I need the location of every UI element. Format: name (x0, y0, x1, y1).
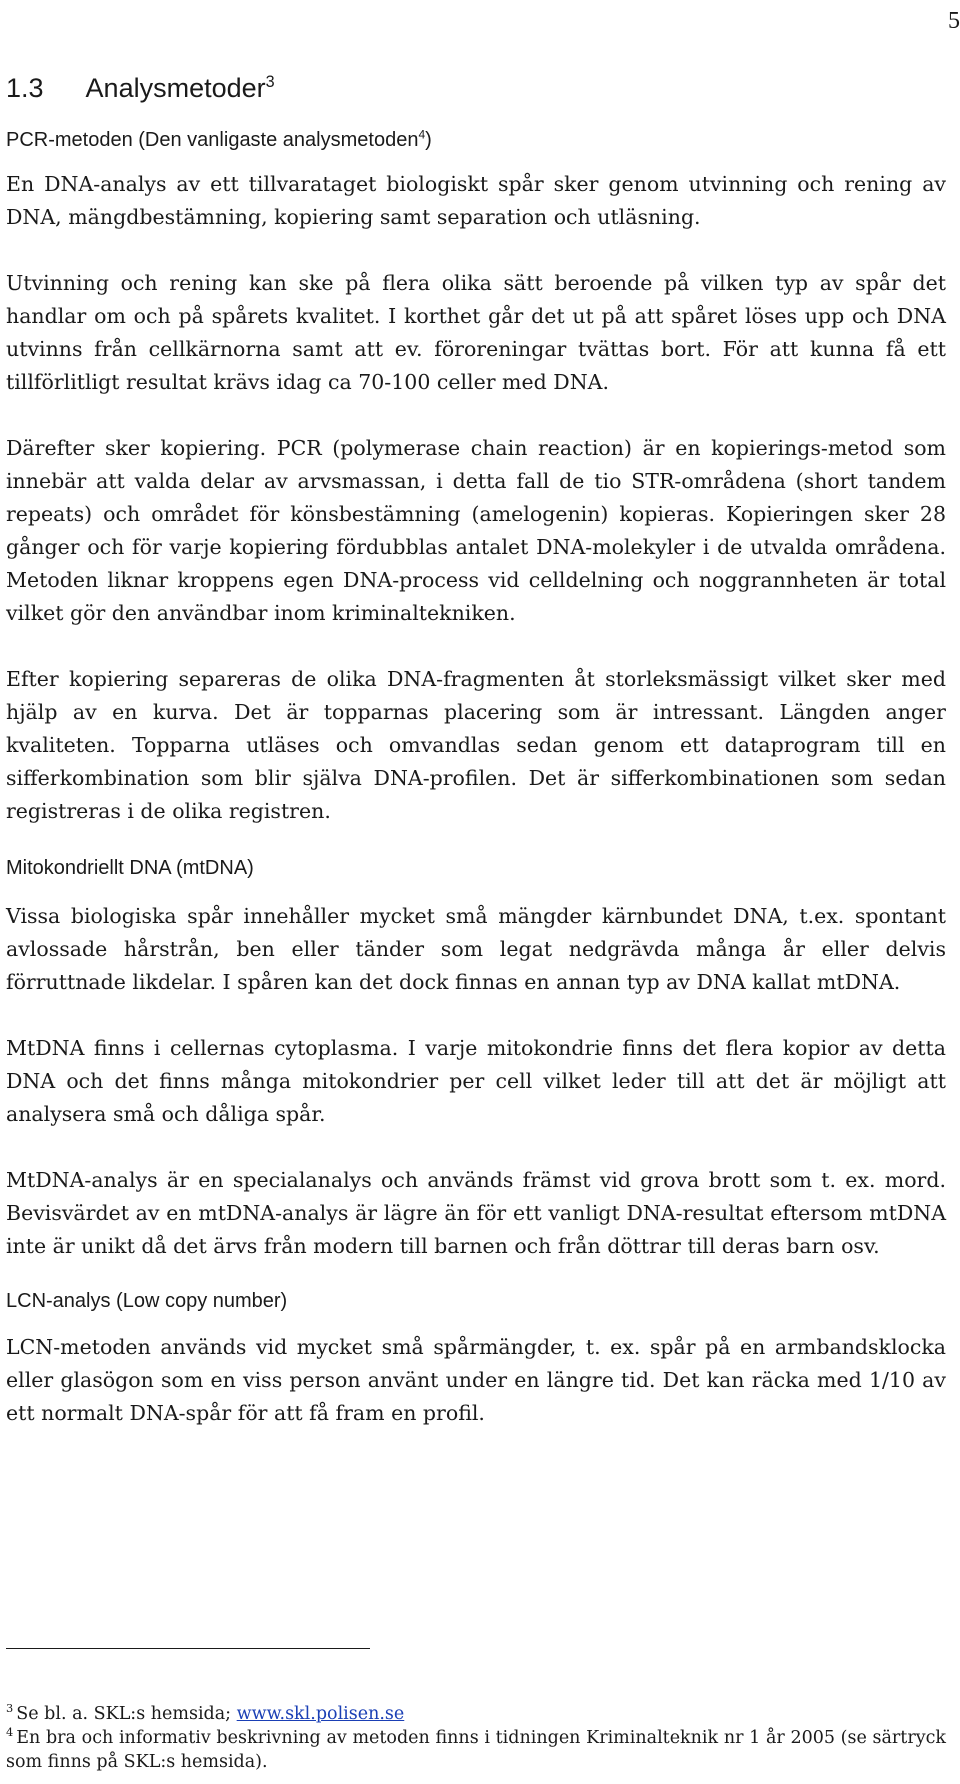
document-body (6, 68, 946, 1463)
section-number: 1.3 (6, 73, 44, 103)
section-title: Analysmetoder (85, 73, 266, 103)
pcr-paragraph-2: Utvinning och rening kan ske på flera olika sätt beroende på vilken typ av spår det handlar om och på spårets kvalitet. I korthet går det ut på att spåret löses upp och DNA utvinns från cellkärnorna samt att ev. föroreningar tvättas bort. För att kunna få ett tillförlitligt resultat krävs idag ca 70-100 celler med DNA. (6, 271, 946, 394)
footnote-3-number: 3 (6, 1701, 14, 1716)
footnote-4 (6, 1726, 946, 1774)
section-heading (6, 68, 946, 108)
footnote-divider (6, 1648, 370, 1649)
pcr-heading-text: PCR-metoden (Den vanligaste analysmetoden (6, 129, 419, 151)
skl-website-link[interactable]: www.skl.polisen.se (236, 1704, 405, 1724)
footnote-4-number: 4 (6, 1725, 14, 1740)
mtdna-paragraph-2: MtDNA finns i cellernas cytoplasma. I varje mitokondrie finns det flera kopior av detta DNA och det finns många mitokondrier per cell vilket leder till att det är möjligt att analysera små och dåliga spår. (6, 1036, 946, 1126)
mtdna-paragraph-3: MtDNA-analys är en specialanalys och används främst vid grova brott som t. ex. mord. Bevisvärdet av en mtDNA-analys är lägre än för ett vanligt DNA-resultat eftersom mtDNA inte är unikt då det ärvs från modern till barnen och från döttrar till deras barn osv. (6, 1168, 946, 1258)
footnote-3 (6, 1702, 946, 1726)
lcn-paragraph-1: LCN-metoden används vid mycket små spårmängder, t. ex. spår på en armbandsklocka eller glasögon som en viss person använt under en längre tid. Det kan räcka med 1/10 av ett normalt DNA-spår för att få fram en profil. (6, 1335, 946, 1425)
lcn-heading: LCN-analys (Low copy number) (6, 1290, 288, 1312)
page-number: 5 (948, 8, 960, 34)
footnotes (6, 1702, 946, 1774)
footnote-3-text: Se bl. a. SKL:s hemsida; (16, 1704, 237, 1724)
pcr-heading (6, 120, 946, 160)
footnote-ref-3[interactable]: 3 (265, 73, 275, 91)
footnote-ref-4[interactable]: 4 (418, 127, 426, 142)
pcr-paragraph-1: En DNA-analys av ett tillvarataget biologiskt spår sker genom utvinning och rening av DNA, mängdbestämning, kopiering samt separation och utläsning. (6, 172, 946, 229)
mtdna-heading: Mitokondriellt DNA (mtDNA) (6, 857, 254, 879)
pcr-heading-close: ) (425, 129, 432, 151)
footnote-4-text: En bra och informativ beskrivning av metoden finns i tidningen Kriminalteknik nr 1 år 2005 (se särtryck som finns på SKL:s hemsida). (6, 1728, 946, 1772)
mtdna-paragraph-1: Vissa biologiska spår innehåller mycket små mängder kärnbundet DNA, t.ex. spontant avlossade hårstrån, ben eller tänder som legat nedgrävda många år eller delvis förruttnade likdelar. I spåren kan det dock finnas en annan typ av DNA kallat mtDNA. (6, 904, 946, 994)
pcr-paragraph-4: Efter kopiering separeras de olika DNA-fragmenten åt storleksmässigt vilket sker med hjälp av en kurva. Det är topparnas placering som är intressant. Längden anger kvaliteten. Topparna utläses och omvandlas sedan genom ett dataprogram till en sifferkombination som blir själva DNA-profilen. Det är sifferkombinationen som sedan registreras i de olika registren. (6, 667, 946, 823)
pcr-paragraph-3: Därefter sker kopiering. PCR (polymerase chain reaction) är en kopierings-metod som innebär att valda delar av arvsmassan, i detta fall de tio STR-områdena (short tandem repeats) och området för könsbestämning (amelogenin) kopieras. Kopieringen sker 28 gånger och för varje kopiering fördubblas antalet DNA-molekyler i de utvalda områdena. Metoden liknar kroppens egen DNA-process vid celldelning och noggrannheten är total vilket gör den användbar inom kriminaltekniken. (6, 436, 946, 625)
